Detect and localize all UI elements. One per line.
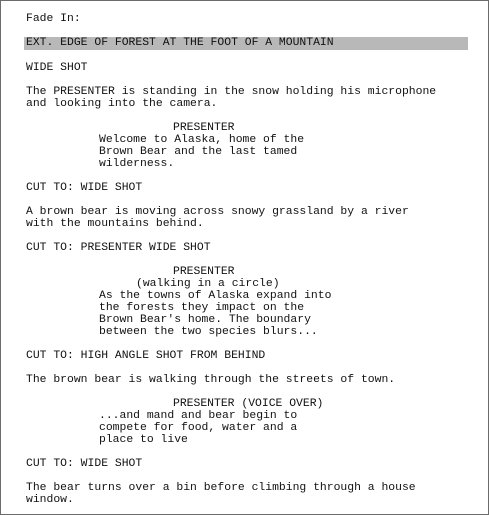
- parenthetical-walking: (walking in a circle): [136, 278, 280, 290]
- dialogue-compete: ...and mand and bear begin to compete for food, water and a place to live: [99, 410, 298, 446]
- shot-wide: WIDE SHOT: [26, 62, 88, 74]
- action-bear-grassland: A brown bear is moving across snowy grassland by a river with the mountains behind.: [26, 206, 409, 230]
- character-presenter-vo: PRESENTER (VOICE OVER): [173, 398, 324, 410]
- action-bear-streets: The brown bear is walking through the streets of town.: [26, 374, 396, 386]
- action-bear-bin: The bear turns over a bin before climbing through a house window.: [26, 482, 416, 506]
- transition-cut-wide-2: CUT TO: WIDE SHOT: [26, 458, 143, 470]
- transition-cut-presenter-wide: CUT TO: PRESENTER WIDE SHOT: [26, 242, 211, 254]
- transition-cut-high-angle: CUT TO: HIGH ANGLE SHOT FROM BEHIND: [26, 350, 266, 362]
- character-presenter-1: PRESENTER: [173, 122, 235, 134]
- screenplay-text[interactable]: [26, 13, 471, 506]
- fade-in-transition: Fade In:: [26, 13, 81, 25]
- scene-heading-selected[interactable]: EXT. EDGE OF FOREST AT THE FOOT OF A MOUNTAIN: [24, 37, 468, 50]
- dialogue-towns-expand: As the towns of Alaska expand into the forests they impact on the Brown Bear's home. The boundary between the two species blurs...: [99, 290, 332, 338]
- transition-cut-wide-1: CUT TO: WIDE SHOT: [26, 182, 143, 194]
- dialogue-welcome: Welcome to Alaska, home of the Brown Bear and the last tamed wilderness.: [99, 134, 305, 170]
- action-presenter-standing: The PRESENTER is standing in the snow holding his microphone and looking into the camera.: [26, 86, 437, 110]
- character-presenter-2: PRESENTER: [173, 266, 235, 278]
